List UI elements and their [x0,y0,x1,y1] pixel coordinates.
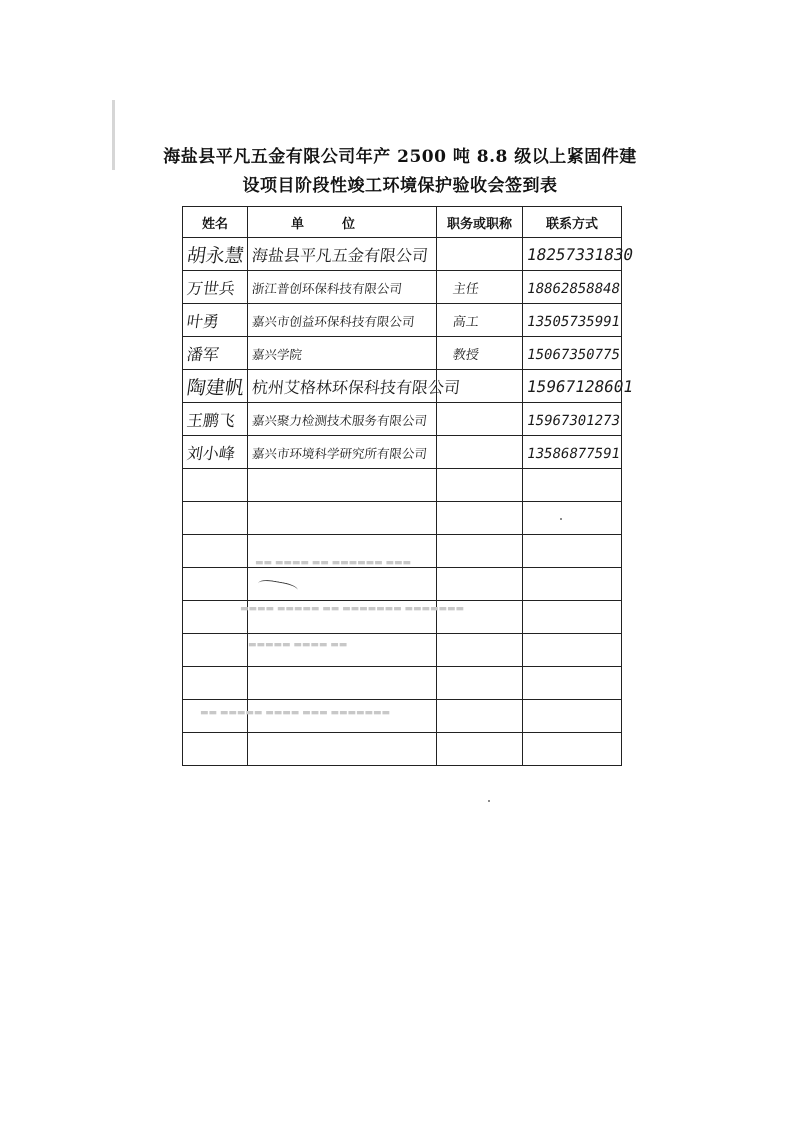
signature-name: 叶勇 [185,311,221,331]
signature-unit: 杭州艾格林环保科技有限公司 [250,377,461,397]
signature-row [183,337,622,370]
empty-cell [183,469,248,502]
speck [560,518,562,520]
signature-phone-cell [523,337,622,370]
bleed-through-mark: ▬▬ ▬▬▬▬▬ ▬▬▬▬ ▬▬▬ ▬▬▬▬▬▬▬ [200,708,391,718]
signature-phone: 15967128601 [525,376,635,396]
empty-cell [183,667,248,700]
empty-cell [437,535,523,568]
bleed-through-mark: ▬▬ ▬▬▬▬ ▬▬ ▬▬▬▬▬▬ ▬▬▬ [255,558,412,568]
sign-in-table [182,206,635,766]
empty-cell [248,634,437,667]
empty-cell [183,601,248,634]
signature-unit: 嘉兴学院 [251,346,303,362]
signature-phone: 13505735991 [525,313,622,330]
signature-title-cell [437,436,523,469]
signature-title-cell [437,271,523,304]
empty-row [183,667,622,700]
signature-unit-cell [248,403,437,436]
signature-title-cell [437,337,523,370]
title-line-2: 设项目阶段性竣工环境保护验收会签到表 [242,176,558,196]
empty-cell [437,634,523,667]
empty-cell [437,700,523,733]
empty-cell [437,469,523,502]
signature-title: 主任 [451,281,480,297]
empty-cell [183,502,248,535]
signature-row [183,370,622,403]
signature-title-cell [437,238,523,271]
empty-row [183,634,622,667]
header-name: 姓名 [183,207,248,238]
signature-unit: 海盐县平凡五金有限公司 [250,245,429,265]
empty-cell [183,568,248,601]
empty-cell [248,667,437,700]
bleed-through-mark: ▬▬▬▬ ▬▬▬▬▬ ▬▬ ▬▬▬▬▬▬▬ ▬▬▬▬▬▬▬ [240,604,465,614]
signature-row [183,238,622,271]
signature-name-cell [183,436,248,469]
signature-phone: 18257331830 [525,244,635,264]
empty-cell [523,469,622,502]
empty-cell [523,601,622,634]
empty-cell [437,502,523,535]
signature-name: 陶建帆 [185,376,246,399]
empty-row [183,469,622,502]
signature-name-cell [183,370,248,403]
signature-name: 万世兵 [185,278,237,298]
signature-name-cell [183,403,248,436]
empty-cell [523,700,622,733]
signature-phone-cell [523,271,622,304]
signature-name-cell [183,337,248,370]
signature-unit-cell [248,238,437,271]
empty-cell [248,733,437,766]
signature-unit-cell [248,436,437,469]
scan-edge-mark [112,100,115,170]
signature-name: 胡永慧 [185,244,246,267]
signature-row [183,304,622,337]
empty-cell [523,535,622,568]
empty-cell [523,667,622,700]
signature-phone-cell [523,370,635,403]
empty-cell [437,568,523,601]
signature-unit: 嘉兴市创益环保科技有限公司 [251,313,416,329]
signature-name: 潘军 [185,344,221,364]
signature-unit-cell [248,304,437,337]
signature-phone: 15967301273 [525,412,622,429]
document-title [140,143,660,201]
empty-cell [183,535,248,568]
signature-unit-cell [248,370,461,403]
signature-name: 刘小峰 [185,443,237,463]
signature-title: 高工 [451,314,480,330]
header-unit: 单位 [248,207,437,238]
signature-phone-cell [523,436,622,469]
empty-cell [523,502,622,535]
empty-cell [248,469,437,502]
header-title: 职务或职称 [437,207,523,238]
signature-unit-cell [248,337,437,370]
signature-row [183,403,622,436]
speck [488,800,490,802]
signature-name: 王鹏飞 [185,410,237,430]
signature-unit: 浙江普创环保科技有限公司 [251,280,403,296]
signature-phone-cell [523,238,635,271]
empty-cell [437,733,523,766]
empty-cell [183,733,248,766]
signature-title-cell [437,403,523,436]
empty-cell [183,634,248,667]
empty-cell [523,733,622,766]
signature-phone: 18862858848 [525,280,622,297]
signature-phone: 13586877591 [525,445,622,462]
empty-cell [523,634,622,667]
signature-unit: 嘉兴市环境科学研究所有限公司 [251,445,428,461]
title-line-1: 海盐县平凡五金有限公司年产 2500 吨 8.8 级以上紧固件建 [163,147,637,167]
signature-phone-cell [523,304,622,337]
header-contact: 联系方式 [523,207,622,238]
signature-name-cell [183,238,248,271]
signature-phone: 15067350775 [525,346,622,363]
signature-name-cell [183,271,248,304]
signature-row [183,271,622,304]
empty-cell [437,667,523,700]
empty-cell [248,502,437,535]
signature-name-cell [183,304,248,337]
bleed-through-mark: ▬▬▬▬▬ ▬▬▬▬ ▬▬ [248,640,348,650]
signature-title-cell [437,304,523,337]
empty-row [183,502,622,535]
signature-phone-cell [523,403,622,436]
table-header-row [183,207,622,238]
signature-unit-cell [248,271,437,304]
empty-row [183,733,622,766]
signature-title: 教授 [451,347,480,363]
empty-row [183,568,622,601]
signature-row [183,436,622,469]
signature-unit: 嘉兴聚力检测技术服务有限公司 [251,412,428,428]
empty-cell [523,568,622,601]
